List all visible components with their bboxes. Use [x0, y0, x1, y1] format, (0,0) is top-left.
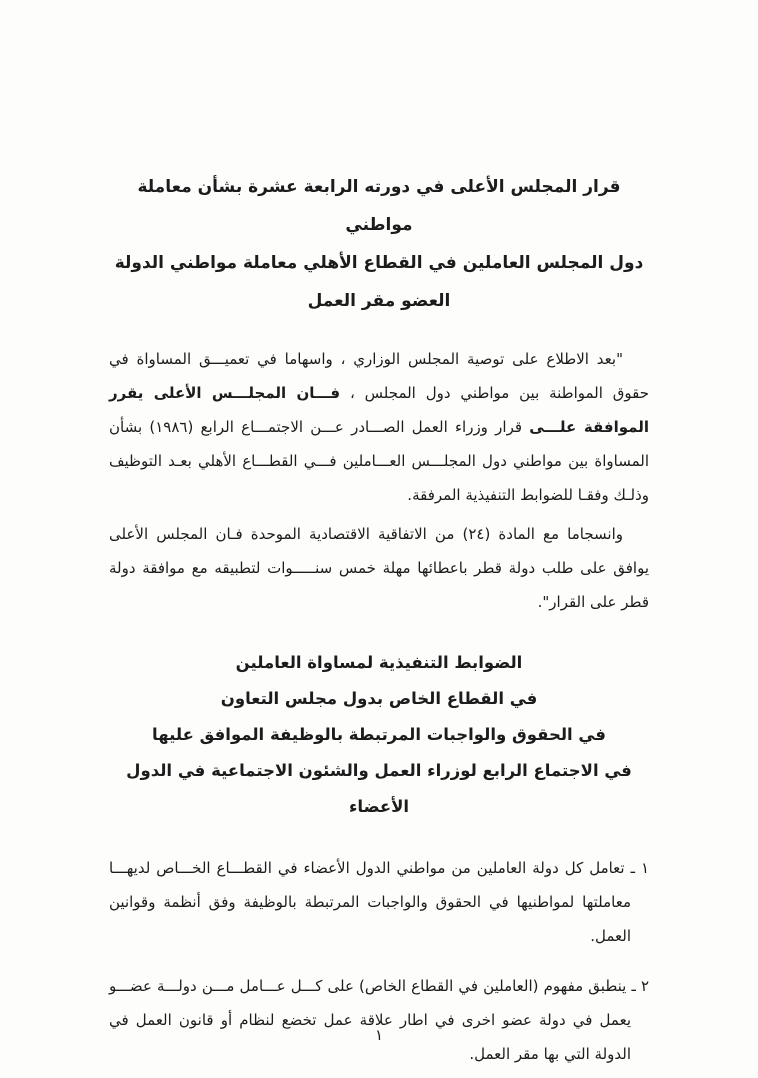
heading-line-3: في الحقوق والواجبات المرتبطة بالوظيفة الموافق عليها	[152, 725, 606, 744]
regulation-item-2	[109, 969, 649, 1071]
item-2-number: ٢ ـ	[626, 977, 650, 995]
title-line-2: دول المجلس العاملين في القطاع الأهلي معاملة مواطني الدولة	[114, 253, 644, 273]
regulation-item-1	[109, 851, 649, 953]
item-1-text: تعامل كل دولة العاملين من مواطني الدول الأعضاء في القطـــاع الخـــاص لديهـــا معاملتها لمواطنيها في الحقوق والواجبات المرتبطة بالوظيفة وفق أنظمة وقوانين العمل.	[109, 859, 631, 945]
intro-closing-text: قرار وزراء العمل الصـــادر عـــن الاجتمـــاع الرابع (١٩٨٦) بشأن المساواة بين مواطني دول المجلـــس العـــاملين فـــي القطـــاع الأهلي بعـد التوظيف وذلـك وفقـا للضوابط التنفيذية المرفقة.	[109, 418, 649, 504]
heading-line-4: في الاجتماع الرابع لوزراء العمل والشئون الاجتماعية في الدول الأعضاء	[126, 761, 632, 816]
title-line-1: قرار المجلس الأعلى في دورته الرابعة عشرة بشأن معاملة مواطني	[137, 177, 621, 235]
decision-title	[109, 0, 649, 320]
regulations-heading	[109, 645, 649, 825]
heading-line-1: الضوابط التنفيذية لمساواة العاملين	[235, 653, 523, 672]
document-content	[109, 0, 649, 1071]
page-number: ١	[374, 1026, 384, 1044]
intro-opening-text: "بعد الاطلاع على توصية المجلس الوزاري ، واسهاما في تعميـــق المساواة في حقوق المواطنة بين مواطني دول المجلس ،	[109, 350, 650, 402]
intro-paragraph	[109, 342, 649, 512]
heading-line-2: في القطاع الخاص بدول مجلس التعاون	[220, 689, 538, 708]
item-2-text: ينطبق مفهوم (العاملين في القطاع الخاص) على كـــل عـــامل مـــن دولـــة عضـــو يعمل في دولة عضو اخرى في اطار علاقة عمل تخضع لنظام أو قانون العمل في الدولة التي بها مقر العمل.	[109, 977, 631, 1063]
qatar-exception-paragraph: وانسجاما مع المادة (٢٤) من الاتفاقية الاقتصادية الموحدة فـان المجلس الأعلى يوافق على طلب دولة قطر باعطائها مهلة خمس سنـــــوات لتطبيقه مع موافقة دولة قطر على القرار".	[109, 525, 649, 611]
title-line-3: العضو مقر العمل	[307, 291, 451, 311]
intro-bold-clause: فـــان المجلـــس الأعلى يقرر الموافقة علـــى	[109, 384, 649, 436]
item-1-number: ١ ـ	[624, 859, 649, 877]
